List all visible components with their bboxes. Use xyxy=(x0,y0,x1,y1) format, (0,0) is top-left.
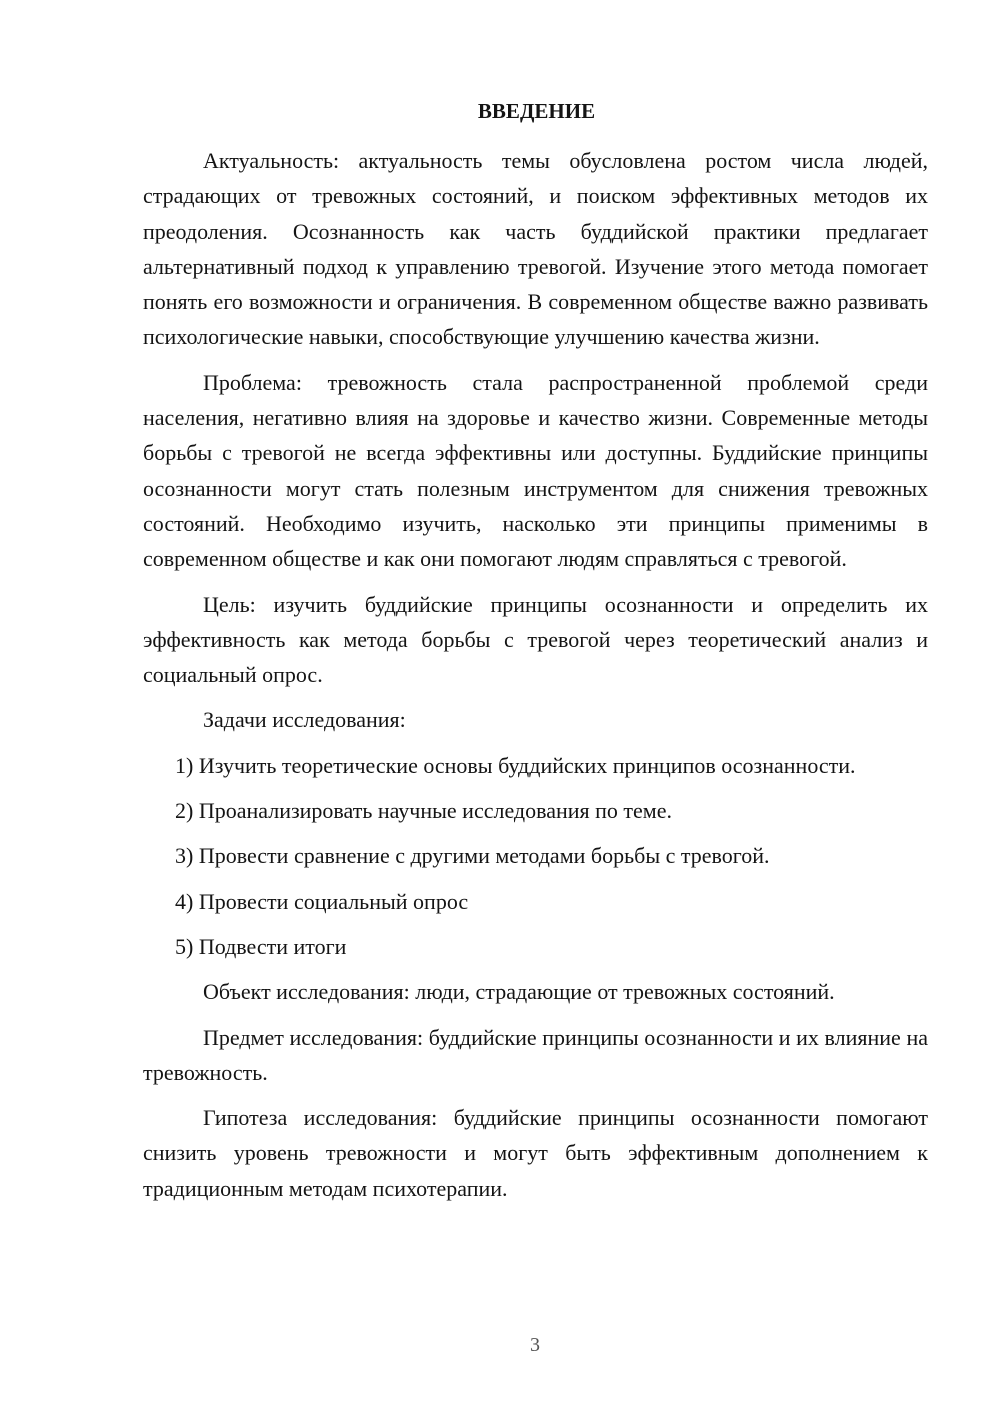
hypothesis-paragraph: Гипотеза исследования: буддийские принципы осознанности помогают снизить уровень тревожности и могут быть эффективным дополнением к традиционным методам психотерапии. xyxy=(143,1105,928,1201)
relevance-paragraph: Актуальность: актуальность темы обусловлена ростом числа людей, страдающих от тревожных состояний, и поиском эффективных методов их преодоления. Осознанность как часть буддийской практики предлагает альтернативный подход к управлению тревогой. Изучение этого метода помогает понять его возможности и ограничения. В современном обществе важно развивать психологические навыки, способствующие улучшению качества жизни. xyxy=(143,148,928,350)
tasks-heading: Задачи исследования: xyxy=(203,707,406,733)
task-item-2: 2) Проанализировать научные исследования по теме. xyxy=(175,798,672,824)
page-number: 3 xyxy=(530,1334,540,1356)
task-item-3: 3) Провести сравнение с другими методами борьбы с тревогой. xyxy=(175,843,770,869)
task-item-5: 5) Подвести итоги xyxy=(175,933,347,959)
document-page xyxy=(143,95,928,1216)
goal-paragraph: Цель: изучить буддийские принципы осознанности и определить их эффективность как метода борьбы с тревогой через теоретический анализ и социальный опрос. xyxy=(143,591,928,688)
subject-paragraph: Предмет исследования: буддийские принципы осознанности и их влияние на тревожность. xyxy=(143,1024,928,1085)
object-paragraph: Объект исследования: люди, страдающие от тревожных состояний. xyxy=(203,979,835,1005)
section-title: ВВЕДЕНИЕ xyxy=(477,99,596,123)
problem-paragraph: Проблема: тревожность стала распространенной проблемой среди населения, негативно влияя на здоровье и качество жизни. Современные методы борьбы с тревогой не всегда эффективны или доступны. Буддийские принципы осознанности могут стать полезным инструментом для снижения тревожных состояний. Необходимо изучить, насколько эти принципы применимы в современном обществе и как они помогают людям справляться с тревогой. xyxy=(143,369,928,572)
task-item-4: 4) Провести социальный опрос xyxy=(175,888,469,914)
task-item-1: 1) Изучить теоретические основы буддийских принципов осознанности. xyxy=(175,752,856,778)
